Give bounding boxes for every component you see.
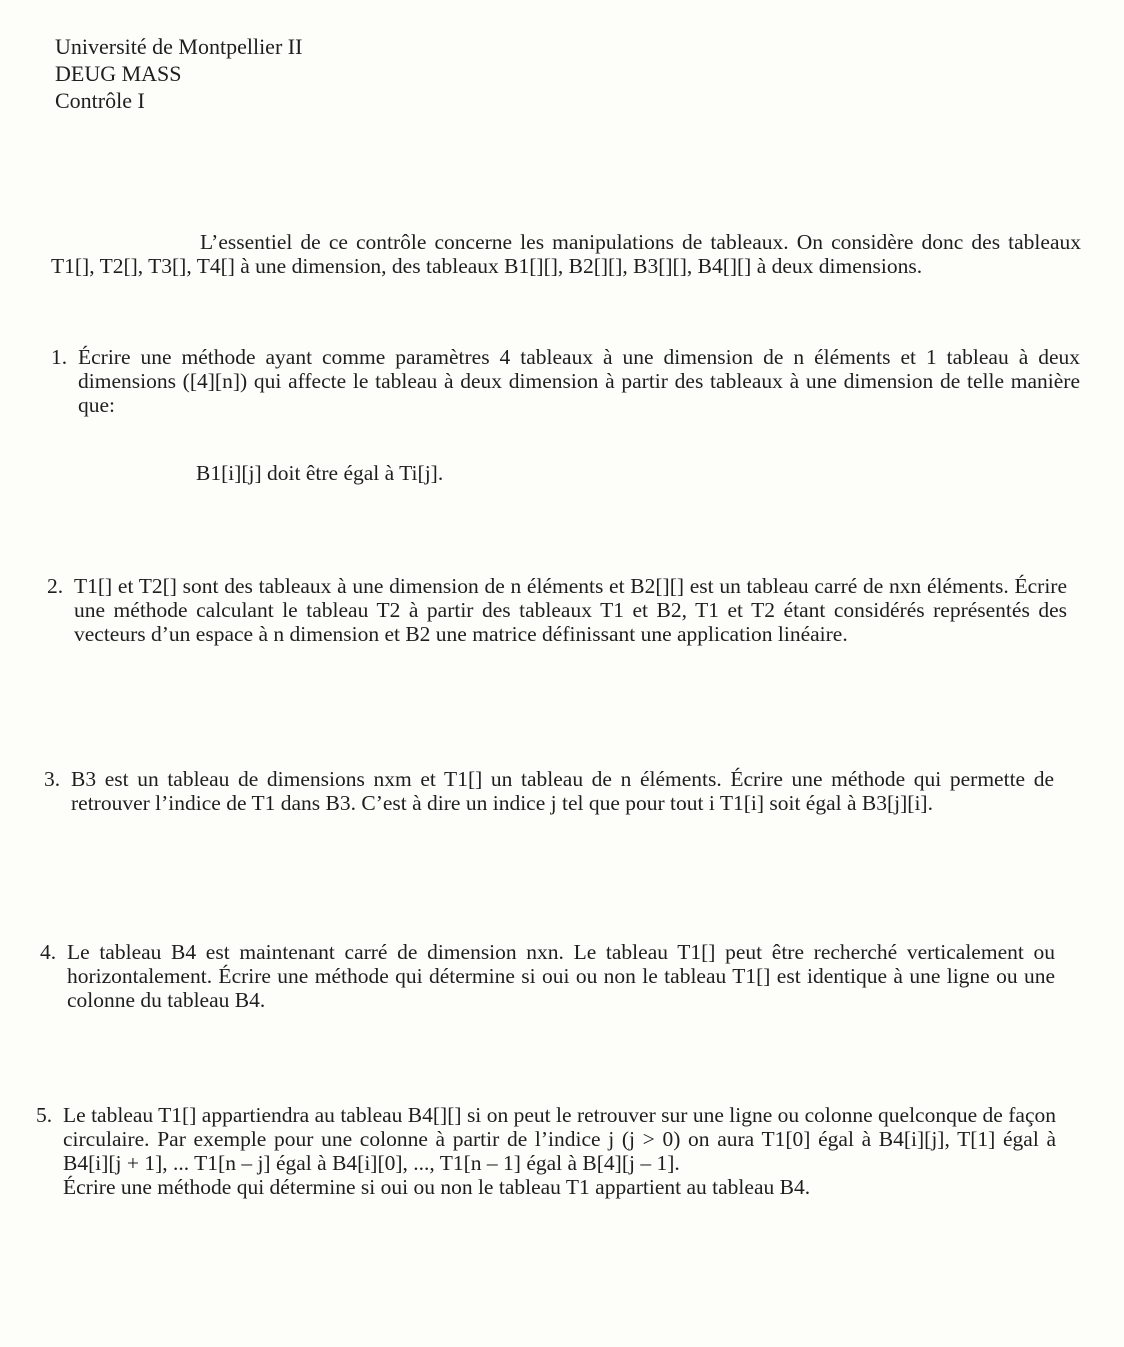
question-text: Le tableau B4 est maintenant carré de dimension nxn. Le tableau T1[] peut être recherché verticalement ou horizontalement. Écrire une méthode qui détermine si oui ou non le tableau T1[] est identique à une ligne ou une colonne du tableau B4.	[67, 940, 1055, 1012]
question-number: 4.	[40, 940, 57, 964]
question-text-block	[63, 1103, 1056, 1199]
question-text: Le tableau T1[] appartiendra au tableau B4[][] si on peut le retrouver sur une ligne ou colonne quelconque de façon circulaire. Par exemple pour une colonne à partir de l’indice j (j > 0) on aura T1[0] égal à B4[i][j], T[1] égal à B4[i][j + 1], ... T1[n – j] égal à B4[i][0], ..., T1[n – 1] égal à B[4][j – 1].	[63, 1103, 1056, 1175]
question-1-formula: B1[i][j] doit être égal à Ti[j].	[196, 461, 444, 485]
university-name: Université de Montpellier II	[55, 34, 303, 59]
program-name: DEUG MASS	[55, 61, 182, 86]
question-number: 2.	[47, 574, 64, 598]
question-text: T1[] et T2[] sont des tableaux à une dimension de n éléments et B2[][] est un tableau carré de nxn éléments. Écrire une méthode calculant le tableau T2 à partir des tableaux T1 et B2, T1 et T2 étant considérés représentés des vecteurs d’un espace à n dimension et B2 une matrice définissant une application linéaire.	[74, 574, 1067, 646]
question-number: 5.	[36, 1103, 53, 1127]
question-number: 3.	[44, 767, 61, 791]
question-text: Écrire une méthode ayant comme paramètres 4 tableaux à une dimension de n éléments et 1 tableau à deux dimensions ([4][n]) qui affecte le tableau à deux dimension à partir des tableaux à une dimension de telle manière que:	[78, 345, 1080, 417]
exam-title: Contrôle I	[55, 88, 145, 113]
question-number: 1.	[51, 345, 68, 369]
document-header	[55, 33, 302, 114]
intro-paragraph: L’essentiel de ce contrôle concerne les manipulations de tableaux. On considère donc des tableaux T1[], T2[], T3[], T4[] à une dimension, des tableaux B1[][], B2[][], B3[][], B4[][] à deux dimensions.	[51, 230, 1081, 278]
question-text: B3 est un tableau de dimensions nxm et T1[] un tableau de n éléments. Écrire une méthode qui permette de retrouver l’indice de T1 dans B3. C’est à dire un indice j tel que pour tout i T1[i] soit égal à B3[j][i].	[71, 767, 1054, 815]
question-instruction: Écrire une méthode qui détermine si oui ou non le tableau T1 appartient au tableau B4.	[63, 1175, 811, 1199]
